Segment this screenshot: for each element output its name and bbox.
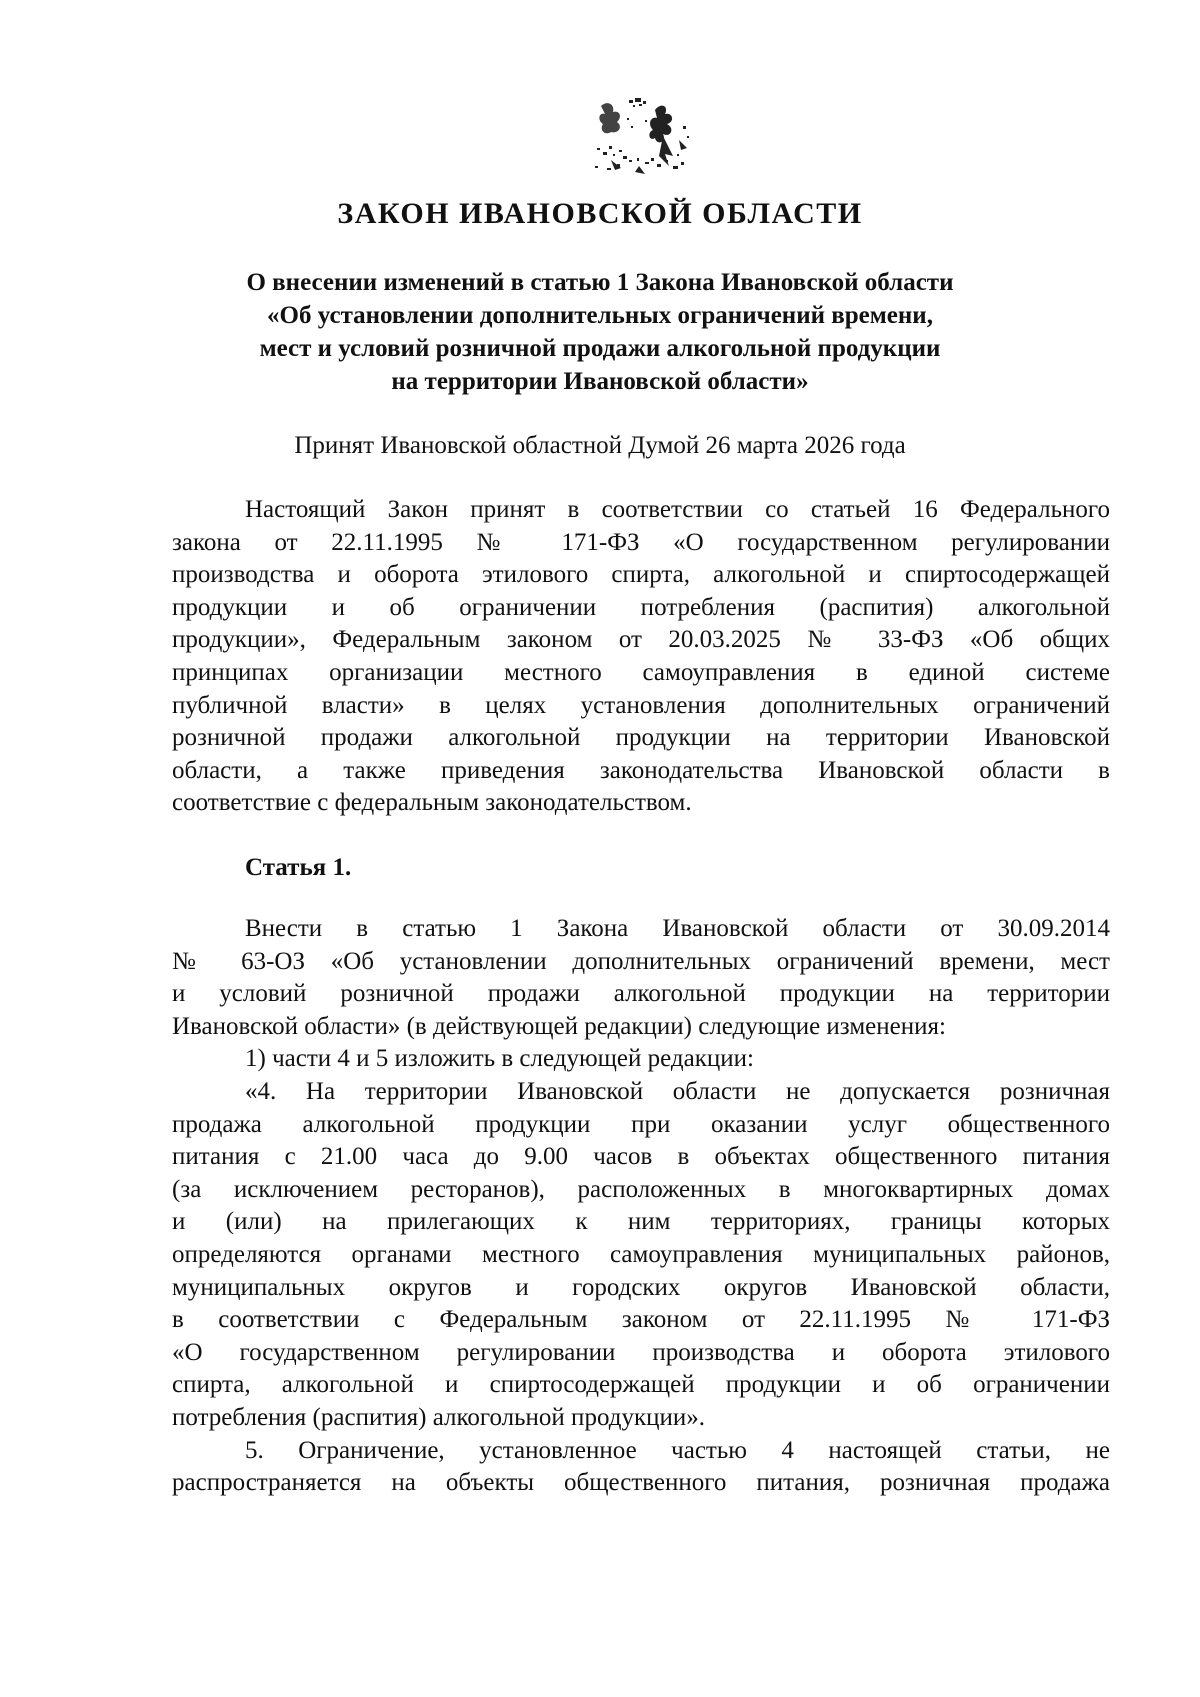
article-line: Внести в статью 1 Закона Ивановской области от 30.09.2014 [245,915,1110,942]
subtitle-line: «Об установлении дополнительных ограничений времени, [267,302,933,329]
part-4-line: «4. На территории Ивановской области не допускается розничная [245,1077,1110,1105]
part-5-line: распространяется на объекты общественного питания, розничная продажа [172,1469,1110,1497]
preamble-line: закона от 22.11.1995 № 171-ФЗ «О государственном регулировании [172,528,1110,556]
subtitle-line: мест и условий розничной продажи алкогольной продукции [259,335,941,362]
part-4-line: спирта, алкогольной и спиртосодержащей продукции и об ограничении [172,1371,1110,1399]
article-line: № 63-ОЗ «Об установлении дополнительных ограничений времени, мест [172,947,1110,975]
article-heading: Статья 1. [245,854,352,881]
preamble-line: продукции и об ограничении потребления (распития) алкогольной [172,593,1110,621]
preamble-line: производства и оборота этилового спирта, алкогольной и спиртосодержащей [172,561,1110,589]
preamble-line: публичной власти» в целях установления дополнительных ограничений [172,691,1110,719]
part-4-line: «О государственном регулировании производства и оборота этилового [172,1338,1110,1366]
preamble-line: области, а также приведения законодательства Ивановской области в [172,756,1110,784]
preamble-line: принципах организации местного самоуправления в единой системе [172,658,1110,686]
part-4-line: муниципальных округов и городских округов Ивановской области, [172,1273,1110,1301]
part-4-line: потребления (распития) алкогольной продукции». [172,1403,705,1431]
article-line: и условий розничной продажи алкогольной продукции на территории [172,980,1110,1008]
part-5-line: 5. Ограничение, установленное частью 4 настоящей статьи, не [245,1436,1110,1464]
coat-of-arms-emblem [593,96,693,178]
part-4-line: питания с 21.00 часа до 9.00 часов в объектах общественного питания [172,1143,1110,1171]
part-4-line: и (или) на прилегающих к ним территориях, границы которых [172,1208,1110,1236]
part-4-line: в соответствии с Федеральным законом от 22.11.1995 № 171-ФЗ [172,1306,1110,1334]
preamble-line: соответствие с федеральным законодательством. [172,789,692,817]
law-title: ЗАКОН ИВАНОВСКОЙ ОБЛАСТИ [337,197,863,230]
subtitle-line: О внесении изменений в статью 1 Закона Ивановской области [246,269,954,296]
article-line: Ивановской области» (в действующей редакции) следующие изменения: [172,1012,946,1040]
item-1-line: 1) части 4 и 5 изложить в следующей редакции: [245,1045,754,1073]
preamble-line: розничной продажи алкогольной продукции на территории Ивановской [172,724,1110,752]
preamble [172,494,1110,820]
subtitle-line: на территории Ивановской области» [391,368,809,395]
adoption-note: Принят Ивановской областной Думой 26 марта 2026 года [294,432,906,459]
part-4-line: определяются органами местного самоуправления муниципальных районов, [172,1240,1110,1268]
preamble-line: продукции», Федеральным законом от 20.03.2025 № 33-ФЗ «Об общих [172,626,1110,654]
part-4-line: продажа алкогольной продукции при оказании услуг общественного [172,1110,1110,1138]
part-4-line: (за исключением ресторанов), расположенных в многоквартирных домах [172,1175,1110,1203]
article-body [172,913,1110,1500]
law-subtitle [160,266,1040,398]
preamble-line: Настоящий Закон принят в соответствии со статьей 16 Федерального [245,496,1110,523]
